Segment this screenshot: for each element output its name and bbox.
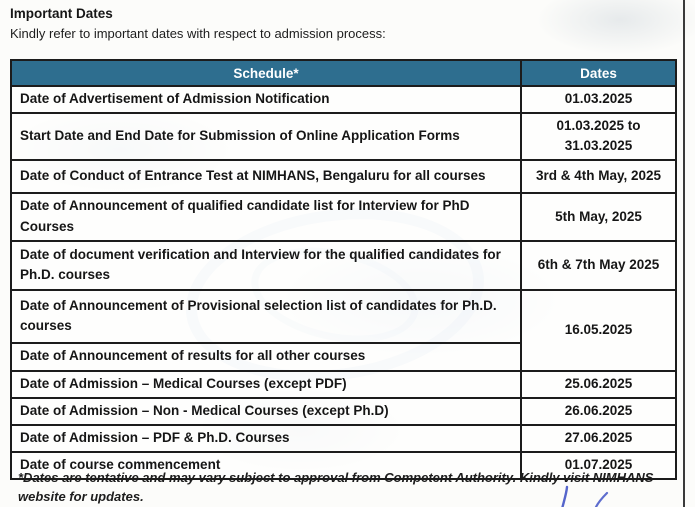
table-row	[11, 113, 676, 160]
table-row	[11, 371, 676, 398]
table-row	[11, 425, 676, 452]
schedule-cell: Date of Announcement of Provisional selection list of candidates for Ph.D. courses	[11, 290, 521, 343]
date-cell: 27.06.2025	[521, 425, 676, 452]
schedule-cell: Date of course commencement	[11, 452, 521, 479]
table-row	[11, 160, 676, 193]
schedule-cell: Date of Admission – Non - Medical Courses (except Ph.D)	[11, 398, 521, 425]
table-row	[11, 290, 676, 343]
intro-text: Kindly refer to important dates with respect to admission process:	[10, 26, 386, 41]
date-cell: 6th & 7th May 2025	[521, 241, 676, 290]
date-cell: 26.06.2025	[521, 398, 676, 425]
date-cell: 5th May, 2025	[521, 193, 676, 241]
date-cell-merged: 16.05.2025	[521, 290, 676, 371]
important-dates-table	[10, 59, 677, 480]
schedule-cell: Start Date and End Date for Submission of Online Application Forms	[11, 113, 521, 160]
date-cell: 01.03.2025 to 31.03.2025	[521, 113, 676, 160]
schedule-cell: Date of Conduct of Entrance Test at NIMHANS, Bengaluru for all courses	[11, 160, 521, 193]
column-header-schedule: Schedule*	[11, 60, 521, 86]
schedule-cell: Date of Admission – PDF & Ph.D. Courses	[11, 425, 521, 452]
table-row	[11, 241, 676, 290]
table-header-row	[11, 60, 676, 86]
date-cell: 3rd & 4th May, 2025	[521, 160, 676, 193]
date-cell: 01.07.2025	[521, 452, 676, 479]
schedule-cell: Date of Announcement of results for all other courses	[11, 343, 521, 371]
scan-page-edge-line	[683, 0, 685, 507]
schedule-cell: Date of document verification and Interview for the qualified candidates for Ph.D. courses	[11, 241, 521, 290]
table-row	[11, 86, 676, 113]
page-title: Important Dates	[10, 6, 113, 21]
schedule-cell: Date of Admission – Medical Courses (except PDF)	[11, 371, 521, 398]
schedule-cell: Date of Advertisement of Admission Notification	[11, 86, 521, 113]
table-row	[11, 193, 676, 241]
table-row	[11, 398, 676, 425]
date-cell: 25.06.2025	[521, 371, 676, 398]
footnote-text: *Dates are tentative and may vary subject to approval from Competent Authority. Kindly visit NIMHANS website for updates.	[18, 470, 654, 504]
column-header-dates: Dates	[521, 60, 676, 86]
schedule-cell: Date of Announcement of qualified candidate list for Interview for PhD Courses	[11, 193, 521, 241]
date-cell: 01.03.2025	[521, 86, 676, 113]
